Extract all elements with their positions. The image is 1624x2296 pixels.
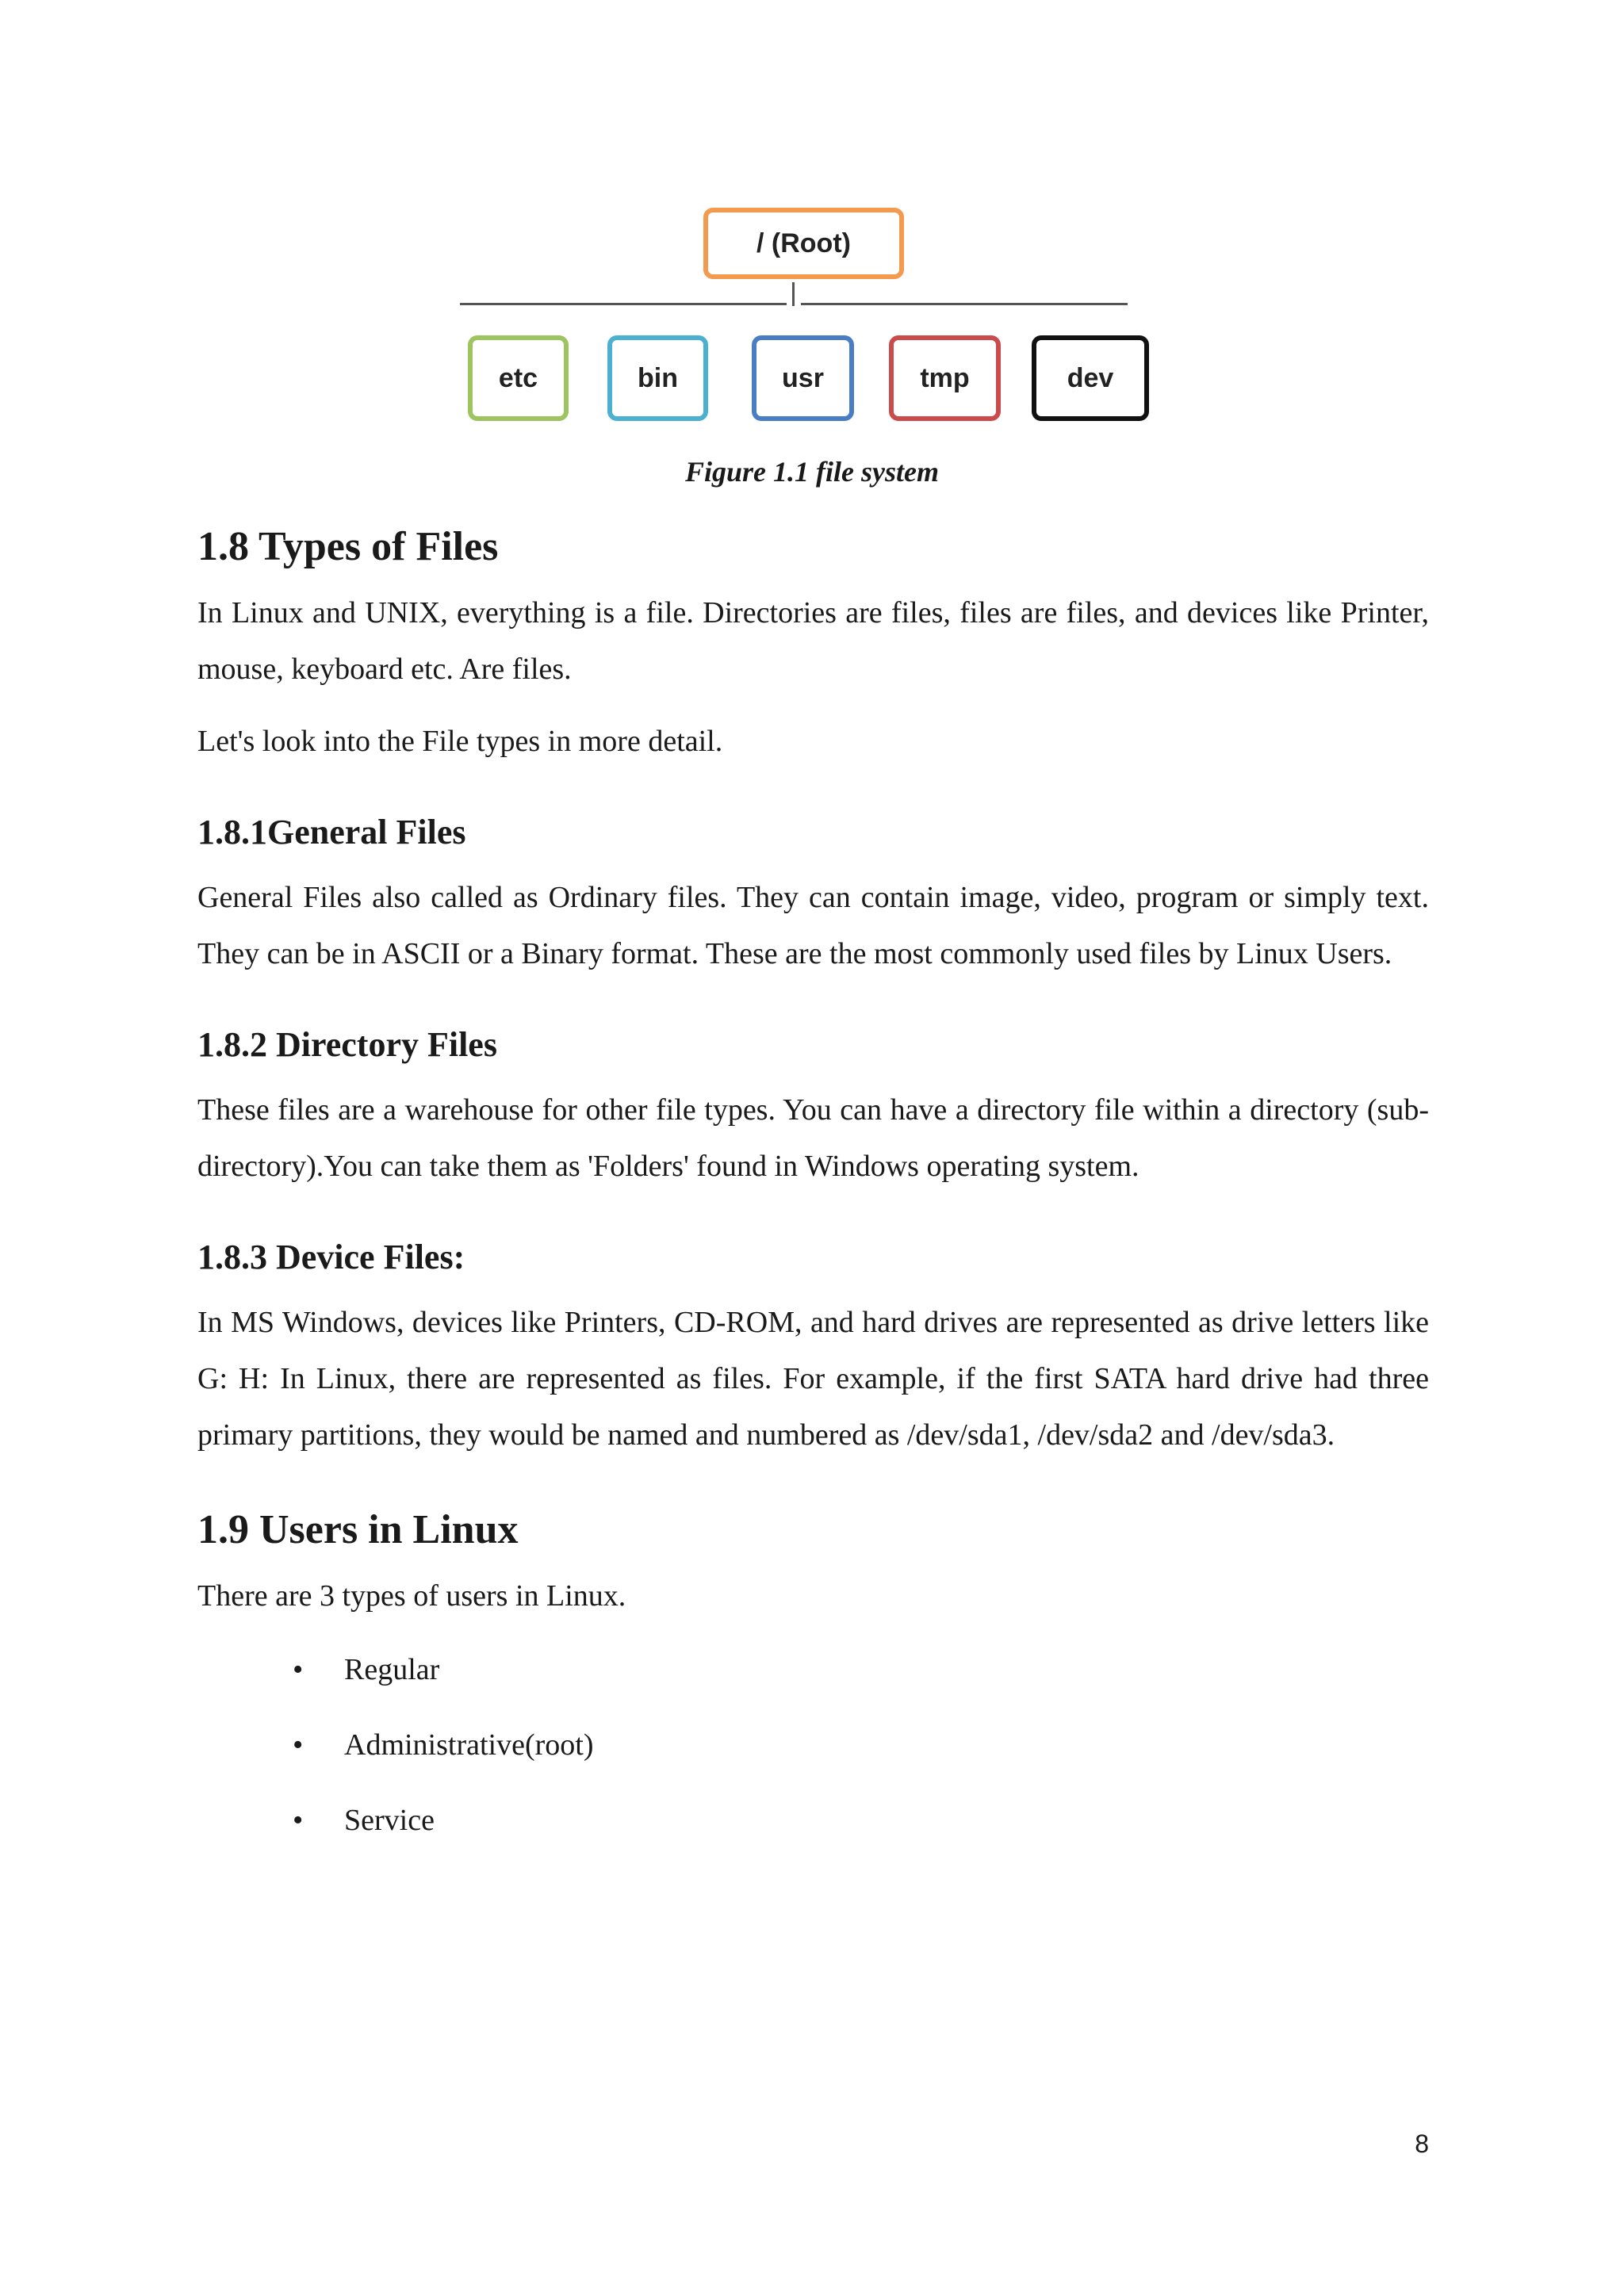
file-system-figure <box>0 0 1624 507</box>
node-usr: usr <box>752 335 854 421</box>
paragraph-file-types-intro: Let's look into the File types in more detail. <box>197 725 723 758</box>
paragraph-general-files: General Files also called as Ordinary files. They can contain image, video, program or simply text. They can be in ASCII or a Binary format. These are the most commonly used files by Linux Users. <box>197 881 1429 970</box>
paragraph-everything-is-file: In Linux and UNIX, everything is a file. Directories are files, files are files, and devices like Printer, mouse, keyboard etc. Are files. <box>197 596 1429 686</box>
page-number: 8 <box>1415 2130 1429 2158</box>
heading-directory-files: 1.8.2 Directory Files <box>197 1025 497 1064</box>
user-types-list <box>197 1632 1429 1858</box>
node-etc: etc <box>468 335 569 421</box>
list-item: • Service <box>197 1783 1429 1858</box>
connector-right <box>801 303 1128 305</box>
page-content <box>197 515 1429 1858</box>
node-bin: bin <box>607 335 708 421</box>
connector-vertical <box>792 282 795 306</box>
list-item: • Administrative(root) <box>197 1708 1429 1783</box>
heading-general-files: 1.8.1General Files <box>197 813 466 851</box>
paragraph-users-intro: There are 3 types of users in Linux. <box>197 1579 626 1613</box>
heading-users-in-linux: 1.9 Users in Linux <box>197 1507 519 1552</box>
paragraph-directory-files: These files are a warehouse for other file types. You can have a directory file within a directory (sub-directory).You can take them as 'Folders' found in Windows operating system. <box>197 1093 1429 1183</box>
figure-caption: Figure 1.1 file system <box>685 456 939 488</box>
paragraph-device-files: In MS Windows, devices like Printers, CD-ROM, and hard drives are represented as drive letters like G: H: In Linux, there are represented as files. For example, if the first SATA hard drive had three primary partitions, they would be named and numbered as /dev/sda1, /dev/sda2 and /dev/sda3. <box>197 1306 1429 1452</box>
node-tmp: tmp <box>889 335 1001 421</box>
node-dev: dev <box>1032 335 1149 421</box>
root-node: / (Root) <box>703 208 904 279</box>
heading-device-files: 1.8.3 Device Files: <box>197 1238 465 1276</box>
connector-left <box>460 303 787 305</box>
heading-types-of-files: 1.8 Types of Files <box>197 524 499 569</box>
list-item: • Regular <box>197 1632 1429 1708</box>
